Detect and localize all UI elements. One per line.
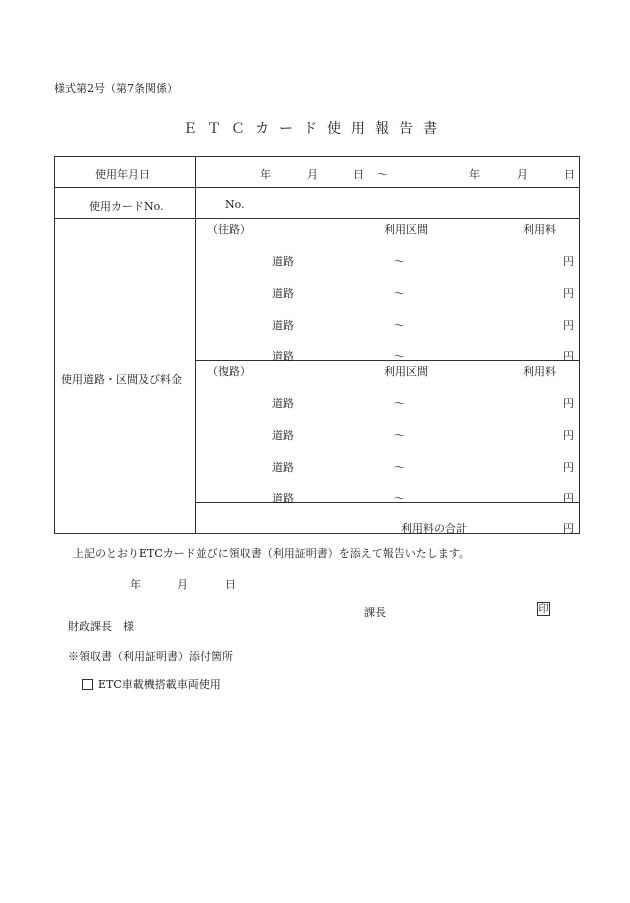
return-tilde: ～ [394, 397, 405, 410]
return-section-header: 利用区間 [384, 365, 428, 378]
vehicle-etc-checkbox[interactable] [82, 679, 93, 690]
outbound-yen: 円 [563, 255, 574, 268]
outbound-section-header: 利用区間 [384, 223, 428, 236]
outbound-road: 道路 [272, 255, 294, 268]
date-day-2: 日 [564, 168, 575, 181]
attachment-note: ※領収書（利用証明書）添付箇所 [68, 650, 233, 663]
report-date-month: 月 [177, 578, 188, 591]
return-tilde: ～ [394, 429, 405, 442]
row-divider [55, 218, 579, 219]
report-table [54, 156, 580, 534]
card-no-prefix: No. [225, 198, 245, 211]
date-month-2: 月 [517, 168, 528, 181]
date-day-1: 日 [353, 168, 364, 181]
label-card-number: 使用カードNo. [89, 200, 164, 213]
vehicle-etc-checkbox-label: ETC車載機搭載車両使用 [98, 678, 221, 691]
return-road: 道路 [272, 429, 294, 442]
label-usage-date: 使用年月日 [95, 168, 150, 181]
return-tilde: ～ [394, 492, 405, 505]
outbound-yen: 円 [563, 319, 574, 332]
return-yen: 円 [563, 429, 574, 442]
outbound-fee-header: 利用料 [523, 223, 556, 236]
outbound-heading: （往路） [207, 223, 251, 236]
return-yen: 円 [563, 492, 574, 505]
return-road: 道路 [272, 492, 294, 505]
column-divider [195, 157, 196, 533]
row-divider [195, 360, 579, 361]
outbound-tilde: ～ [394, 255, 405, 268]
report-date-year: 年 [130, 578, 141, 591]
return-fee-header: 利用料 [523, 365, 556, 378]
section-chief-label: 課長 [364, 606, 386, 619]
date-year-2: 年 [469, 168, 480, 181]
document-title: ＥＴＣカード使用報告書 [183, 121, 447, 137]
outbound-tilde: ～ [394, 287, 405, 300]
outbound-road: 道路 [272, 319, 294, 332]
return-yen: 円 [563, 397, 574, 410]
outbound-tilde: ～ [394, 319, 405, 332]
outbound-road: 道路 [272, 287, 294, 300]
addressee: 財政課長 様 [68, 620, 134, 633]
outbound-road: 道路 [272, 350, 294, 363]
date-month-1: 月 [307, 168, 318, 181]
outbound-yen: 円 [563, 350, 574, 363]
return-tilde: ～ [394, 461, 405, 474]
date-tilde: ～ [377, 168, 388, 181]
date-year-1: 年 [260, 168, 271, 181]
return-road: 道路 [272, 461, 294, 474]
total-fee-label: 利用料の合計 [401, 522, 467, 535]
report-statement: 上記のとおりETCカード並びに領収書（利用証明書）を添えて報告いたします。 [73, 547, 470, 560]
return-yen: 円 [563, 461, 574, 474]
row-divider [55, 187, 579, 188]
outbound-tilde: ～ [394, 350, 405, 363]
outbound-yen: 円 [563, 287, 574, 300]
label-roads-sections-fees: 使用道路・区間及び料金 [61, 373, 182, 386]
total-fee-yen: 円 [563, 522, 574, 535]
return-road: 道路 [272, 397, 294, 410]
form-number: 様式第2号（第7条関係） [54, 82, 178, 95]
report-date-day: 日 [225, 578, 236, 591]
seal-mark: 印 [538, 604, 549, 615]
row-divider [195, 502, 579, 503]
return-heading: （復路） [207, 365, 251, 378]
